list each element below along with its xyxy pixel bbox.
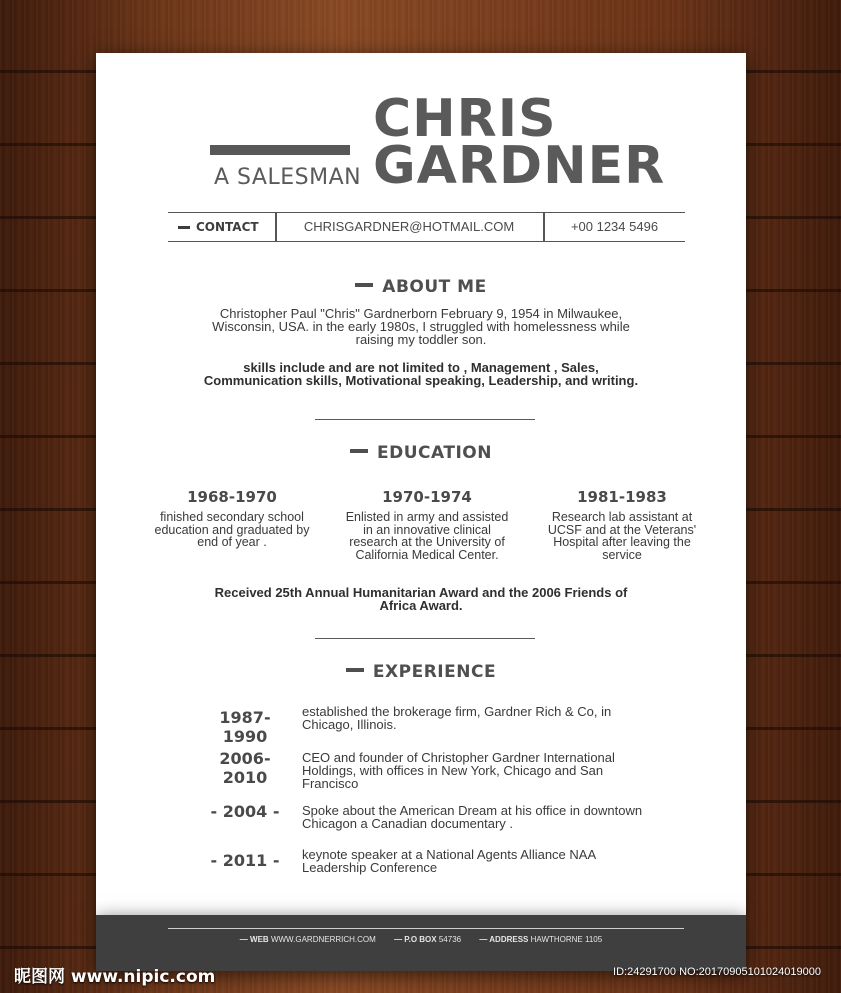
education-item	[530, 488, 714, 561]
first-name: CHRIS	[373, 89, 557, 149]
section-divider	[315, 419, 535, 420]
education-item	[140, 488, 324, 549]
section-divider	[315, 638, 535, 639]
footer-pobox: — P.O BOX 54736	[394, 935, 462, 944]
contact-bar	[168, 212, 685, 242]
watermark-logo: 昵图网 www.nipic.com	[14, 967, 216, 987]
about-heading: ABOUT ME	[96, 277, 746, 297]
experience-years: 1987-1990	[219, 708, 271, 746]
footer-divider	[168, 928, 684, 929]
education-years: 1970-1974	[382, 488, 472, 506]
education-heading: EDUCATION	[96, 443, 746, 463]
education-award: Received 25th Annual Humanitarian Award and the 2006 Friends of Africa Award.	[214, 585, 628, 613]
footer-contact-row	[96, 935, 746, 944]
experience-text: keynote speaker at a National Agents Alliance NAA Leadership Conference	[302, 847, 597, 875]
education-text: finished secondary school education and graduated by end of year .	[154, 510, 310, 549]
experience-text: Spoke about the American Dream at his office in downtown Chicagon a Canadian documentary .	[302, 803, 643, 831]
dash-icon	[346, 668, 364, 672]
education-years: 1981-1983	[577, 488, 667, 506]
role-title: A SALESMAN	[214, 165, 362, 190]
experience-years: 2006-2010	[219, 749, 271, 787]
role-accent-bar	[210, 145, 350, 155]
education-years: 1968-1970	[187, 488, 277, 506]
contact-label: CONTACT	[178, 213, 259, 241]
experience-text: CEO and founder of Christopher Gardner International Holdings, with offices in New York, Chicago and San Francisco	[302, 750, 615, 791]
footer-web[interactable]: — WEB WWW.GARDNERRICH.COM	[239, 935, 376, 944]
footer-address: — ADDRESS HAWTHORNE 1105	[479, 935, 603, 944]
experience-heading: EXPERIENCE	[96, 662, 746, 682]
experience-years: - 2011 -	[210, 851, 280, 870]
watermark-id: ID:24291700 NO:20170905101024019000	[613, 966, 821, 978]
resume-page	[96, 53, 746, 915]
contact-email[interactable]: CHRISGARDNER@HOTMAIL.COM	[303, 219, 515, 234]
dash-icon	[350, 449, 368, 453]
dash-icon	[355, 283, 373, 287]
about-skills: skills include and are not limited to , Management , Sales, Communication skills, Motivational speaking, Leadership, and writing.	[203, 360, 639, 388]
last-name: GARDNER	[373, 136, 666, 196]
experience-years: - 2004 -	[210, 802, 280, 821]
dash-icon	[178, 226, 190, 229]
education-text: Research lab assistant at UCSF and at the Veterans' Hospital after leaving the service	[547, 510, 697, 562]
about-bio: Christopher Paul "Chris" Gardnerborn February 9, 1954 in Milwaukee, Wisconsin, USA. in the early 1980s, I struggled with homelessness while raising my toddler son.	[212, 306, 630, 347]
experience-text: established the brokerage firm, Gardner Rich & Co, in Chicago, Illinois.	[302, 704, 612, 732]
education-item	[335, 488, 519, 561]
education-text: Enlisted in army and assisted in an innovative clinical research at the University of California Medical Center.	[345, 510, 509, 562]
contact-phone[interactable]: +00 1234 5496	[570, 219, 659, 234]
